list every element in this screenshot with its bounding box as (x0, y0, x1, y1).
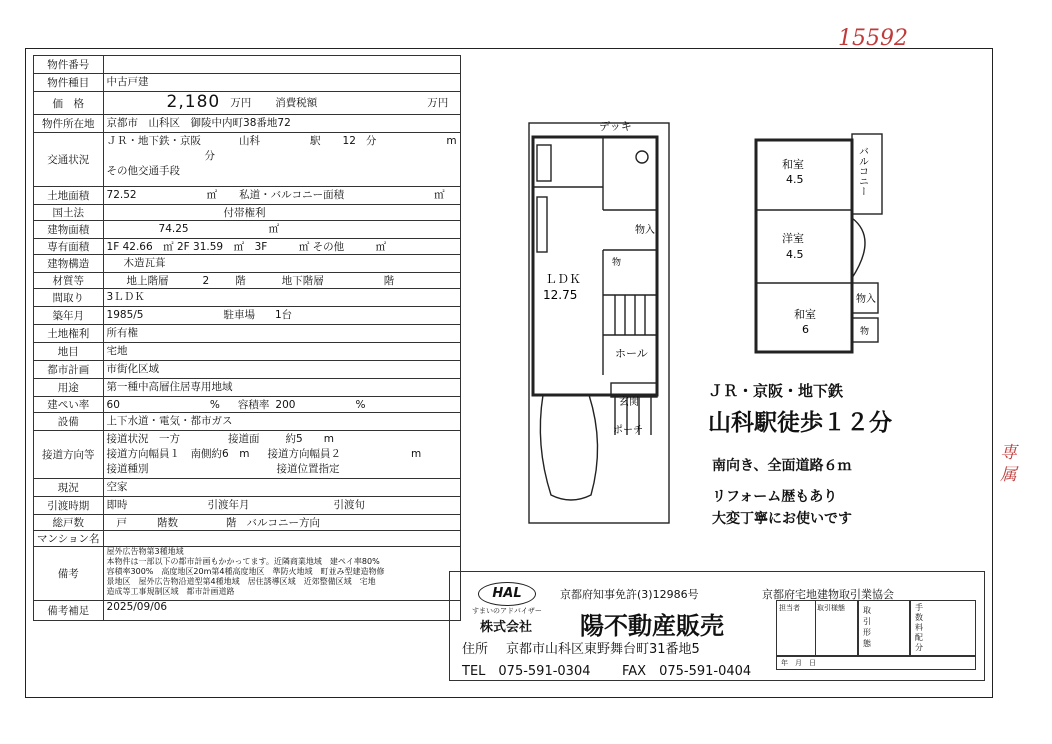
road-access-2b: 接道方向幅員２ (267, 448, 341, 460)
facilities-label: 設備 (34, 413, 104, 431)
handwritten-note: 専属 (1000, 443, 1017, 485)
transport-other: その他交通手段 (106, 165, 181, 177)
stamp-fee (910, 600, 976, 656)
remarks-label: 備考 (34, 547, 104, 601)
stamp-fee-label (915, 603, 924, 653)
price-cell (103, 92, 460, 115)
fp-mono2: 物 (860, 327, 870, 337)
road-access-2a: 接道方向幅員１ 南側約6 m (106, 448, 250, 460)
exclusive-area-value: 1F 42.66 ㎡ 2F 31.59 ㎡ 3F ㎡ その他 ㎡ (103, 239, 460, 255)
stamp4d: 配 (915, 633, 923, 642)
handwritten-number: 15592 (838, 26, 908, 51)
property-spec-table (33, 55, 461, 621)
current-status-label: 現況 (34, 479, 104, 497)
built-date-label: 築年月 (34, 307, 104, 325)
fp-washitsu1: 和室 (782, 158, 804, 171)
transport-minutes: 12 (342, 134, 356, 147)
transport-label: 交通状況 (34, 133, 104, 187)
banner-line5: 大変丁寧にお使いです (712, 511, 852, 527)
fp-washitsu1-size: 4.5 (786, 173, 804, 186)
stamp-date (776, 656, 976, 670)
road-access-1b: 接道面 (228, 433, 260, 445)
handover-ym-label: 引渡年月 (207, 499, 250, 511)
road-access-3a: 接道種別 (106, 463, 149, 475)
broker-company-name: 陽不動産販売 (580, 612, 724, 640)
bukken-shumoku-label: 物件種目 (34, 74, 104, 92)
road-access-3b: 接道位置指定 (276, 463, 340, 475)
fp-yoshitsu: 洋室 (782, 232, 804, 245)
toilet-icon (636, 151, 648, 163)
fp-ldk-size: 12.75 (543, 288, 578, 302)
total-units-unit: 戸 (116, 517, 128, 529)
broker-address-label: 住所 (462, 642, 489, 657)
land-area-value: 72.52 (106, 188, 137, 201)
fp-hall: ホール (615, 347, 648, 360)
road-access-1a: 接道状況 一方 (106, 433, 181, 445)
fp-balcony: バルコニー (856, 146, 868, 196)
road-access-label: 接道方向等 (34, 431, 104, 479)
above-ground-unit: 階 (235, 275, 246, 287)
broker-license: 京都府知事免許(3)12986号 (560, 588, 699, 601)
stamp4a: 手 (915, 603, 923, 612)
address-label: 物件所在地 (34, 115, 104, 133)
stair-curve (852, 218, 865, 278)
road-access-1c: 約5 m (285, 433, 334, 445)
above-ground-value: 2 (202, 274, 210, 287)
private-road-label: 私道・バルコニー面積 (239, 189, 345, 201)
mansion-name-label: マンション名 (34, 531, 104, 547)
land-area-cell (103, 187, 460, 205)
stamp-tanto (776, 600, 858, 656)
land-category-value: 宅地 (103, 343, 460, 361)
fp-ldk: ＬＤＫ (545, 272, 582, 286)
basement-label: 地下階層 (281, 275, 324, 287)
road-access-2c: m (410, 447, 422, 460)
floorplan-2f (752, 128, 888, 368)
transport-eki: 駅 (310, 135, 321, 147)
handover-value: 即時 (106, 499, 128, 511)
transport-cell (103, 133, 460, 187)
balcony-direction-label: バルコニー方向 (246, 517, 321, 529)
structure-value: 木造瓦葺 (103, 255, 460, 273)
handover-cell (103, 497, 460, 515)
stamp3a: 取 (863, 606, 871, 615)
broker-fax: FAX 075-591-0404 (622, 664, 752, 679)
floor-ratio-value: 200 (275, 399, 296, 411)
fp-porch: ポーチ (613, 425, 643, 436)
broker-company-prefix: 株式会社 (480, 620, 533, 635)
transport-fun2: 分 (204, 150, 216, 162)
floors-cell (103, 273, 460, 289)
layout-label: 間取り (34, 289, 104, 307)
car-icon (540, 395, 597, 500)
bukken-bango-label: 物件番号 (34, 56, 104, 74)
stamp3c: 形 (863, 628, 871, 637)
remarks-value: 屋外広告物第3種地域 本物件は一部以下の都市計画もかかってます。近隣商業地域 建ペイ率80% 容積率300% 高度地区20m第4種高度地区 準防火地域 町並み型建造物修 景地区 屋外広告物沿道型第4種地域 居住誘導区域 近郊整備区域 宅地 造成等工事規制区域 都市計画道路 (103, 547, 460, 601)
national-land-label: 国土法 (34, 205, 104, 221)
stamp-tanto-label: 担当者 (779, 604, 800, 612)
building-area-cell (103, 221, 460, 239)
material-label: 材質等 (34, 273, 104, 289)
fp-mono: 物 (612, 258, 622, 268)
zoning-value: 第一種中高層住居専用地域 (103, 379, 460, 397)
floorplan-1f (515, 105, 685, 525)
address-value: 京都市 山科区 御陵中内町38番地72 (103, 115, 460, 133)
banner-line3: 南向き、全面道路６ｍ (712, 458, 852, 474)
fp-monoire: 物入 (635, 225, 655, 236)
handover-label: 引渡時期 (34, 497, 104, 515)
private-road-unit: ㎡ (434, 189, 445, 201)
above-ground-label: 地上階層 (126, 275, 169, 287)
floor-ratio-unit: % (355, 399, 366, 411)
fp-yoshitsu-size: 4.5 (786, 248, 804, 261)
built-date-value: 1985/5 (106, 309, 144, 321)
national-land-cell (103, 205, 460, 221)
fp-washitsu2: 和室 (794, 308, 816, 321)
land-category-label: 地目 (34, 343, 104, 361)
attached-rights-label: 付帯権利 (223, 207, 266, 219)
lot-outline (529, 123, 669, 523)
banner-line2: 山科駅徒歩１２分 (708, 410, 892, 436)
total-units-cell (103, 515, 460, 531)
building-area-unit: ㎡ (268, 223, 280, 235)
parking-value: 1台 (274, 309, 293, 321)
stamp-date-label: 年 月 日 (781, 659, 816, 667)
total-units-label: 総戸数 (34, 515, 104, 531)
stamp-torihiki-keitai-label (863, 605, 872, 649)
zoning-label: 用途 (34, 379, 104, 397)
land-rights-label: 土地権利 (34, 325, 104, 343)
current-status-value: 空家 (103, 479, 460, 497)
transport-m: m (446, 134, 457, 147)
built-date-cell (103, 307, 460, 325)
tax-label: 消費税額 (275, 96, 318, 109)
land-rights-value: 所有権 (103, 325, 460, 343)
bukken-shumoku-value: 中古戸建 (103, 74, 460, 92)
coverage-cell (103, 397, 460, 413)
city-planning-label: 都市計画 (34, 361, 104, 379)
remarks-supplement-label: 備考補足 (34, 601, 104, 621)
road-access-cell (103, 431, 460, 479)
broker-logo: HAL (478, 582, 536, 606)
fp-monoire2: 物入 (856, 294, 876, 305)
land-area-unit: ㎡ (206, 189, 218, 201)
tax-unit: 万円 (427, 96, 449, 109)
coverage-label: 建ぺい率 (34, 397, 104, 413)
parking-label: 駐車場 (223, 309, 255, 321)
price-unit: 万円 (230, 96, 252, 109)
building-area-label: 建物面積 (34, 221, 104, 239)
transport-station: 山科 (239, 135, 261, 147)
broker-association: 京都府宅地建物取引業協会 (762, 588, 894, 601)
broker-logo-sub: すまいのアドバイザー (472, 607, 542, 615)
bukken-bango-value (103, 56, 460, 74)
broker-address: 京都市山科区東野舞台町31番地5 (506, 642, 700, 657)
floors-count-label: 階数 (157, 517, 179, 529)
facilities-value: 上下水道・電気・都市ガス (103, 413, 460, 431)
bath-tub (537, 145, 551, 181)
stamp3d: 態 (863, 639, 871, 648)
remarks-supplement-value: 2025/09/06 (103, 601, 460, 621)
coverage-unit: % (209, 399, 220, 411)
transport-fun: 分 (365, 135, 377, 147)
floor-ratio-label: 容積率 (237, 399, 270, 411)
land-area-label: 土地面積 (34, 187, 104, 205)
banner-line1: ＪＲ・京阪・地下鉄 (708, 382, 844, 400)
stamp4e: 分 (915, 643, 923, 652)
price-label: 価 格 (34, 92, 104, 115)
coverage-value: 60 (106, 399, 120, 411)
layout-value: 3ＬＤＫ (103, 289, 460, 307)
basement-unit: 階 (383, 275, 395, 287)
city-planning-value: 市街化区域 (103, 361, 460, 379)
stamp-torihiki-label: 取引様態 (817, 604, 845, 612)
mansion-name-value (103, 531, 460, 547)
fp-washitsu2-size: 6 (802, 323, 809, 336)
stamp4c: 料 (915, 623, 923, 632)
transport-line: ＪＲ・地下鉄・京阪 (106, 135, 202, 147)
price-value: 2,180 (166, 92, 221, 112)
exclusive-area-label: 専有面積 (34, 239, 104, 255)
stamp3b: 引 (863, 617, 871, 626)
handover-period-label: 引渡旬 (333, 499, 366, 511)
fp-genkan: 玄関 (619, 397, 639, 408)
floors-count-unit: 階 (226, 517, 237, 529)
broker-tel: TEL 075-591-0304 (462, 664, 591, 679)
banner-line4: リフォーム歴もあり (712, 489, 838, 505)
building-area-value: 74.25 (158, 223, 189, 235)
fp-deck: デッキ (599, 120, 632, 133)
structure-label: 建物構造 (34, 255, 104, 273)
kitchen-counter (537, 197, 547, 252)
stamp-torihiki-keitai (858, 600, 910, 656)
stamp4b: 数 (915, 613, 923, 622)
